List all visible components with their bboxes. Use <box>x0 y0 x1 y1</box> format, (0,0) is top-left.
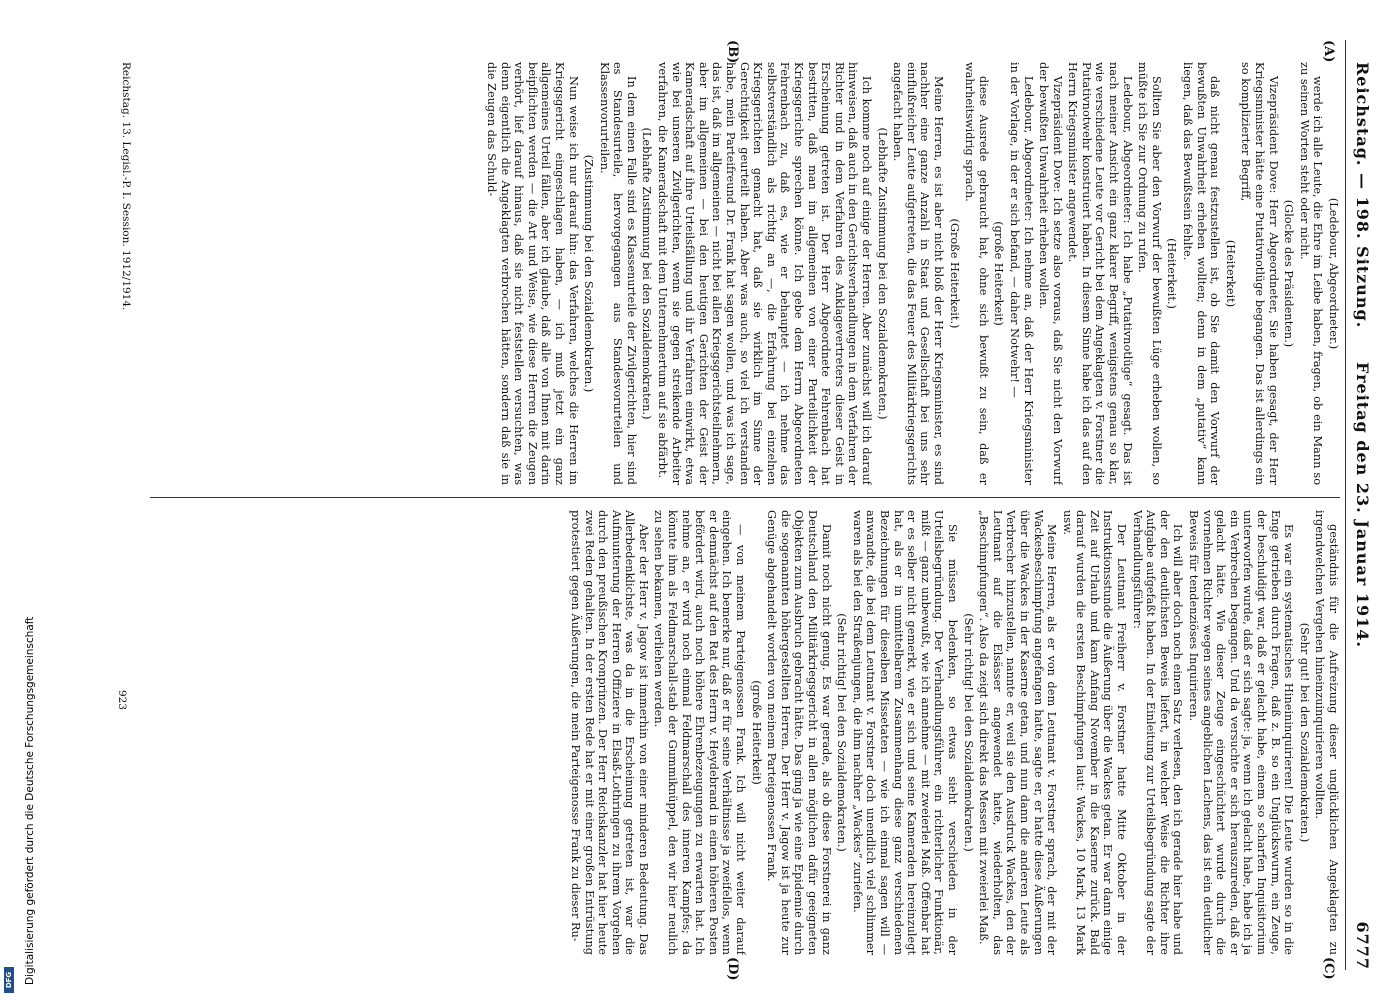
page-header <box>1345 40 1380 970</box>
paragraph: (Sehr richtig! bei den Sozialdemokraten.) <box>961 613 975 852</box>
header-left: Reichstag. — 198. Sitzung. <box>1353 62 1373 329</box>
paragraph: (Sehr richtig! bei den Sozialdemokraten.) <box>835 613 849 852</box>
dfg-logo-text: DFG <box>5 971 13 989</box>
page-footer <box>120 40 132 485</box>
paragraph: (große Heiterkeit) <box>992 221 1006 326</box>
column-divider <box>150 497 1340 498</box>
paragraph: Der Leutnant Freiherr v. Forstner hatte Mitte Oktober in der Instruktionsstunde die Äußerung über die Wackes getan. Er war dann einige Zeit auf Urlaub und kam Anfang November in die Kaserne zurück. Bald darauf wurden die ersten Beschimpfungen laut: Wackes, 10 Mark, 13 Mark usw. <box>1060 510 1129 955</box>
paragraph: Vizepräsident Dove: Herr Abgeordneter, Sie haben gesagt, der Herr Kriegsminister hätte eine Putativnotlüge begangen. Das ist allerdings ein so komplizierter Begriff, <box>1239 62 1280 485</box>
paragraph: Ledebour, Abgeordneter: Ich nehme an, daß der Herr Kriegsminister in der Vorlage, in der er sich befand, — daher Notwehr! — <box>1007 62 1035 485</box>
left-column <box>120 40 1340 485</box>
paragraph: Ich will aber doch noch einen Satz verlesen, den ich gerade hier habe und der den deutlichsten Beweis liefert, in welcher Weise die Richter ihre Aufgabe aufgefaßt haben. In der Einleitung zur Urteilsbegründung sagte der Verhandlungsführer: <box>1130 510 1185 955</box>
paragraph: Sollten Sie aber den Vorwurf der bewußten Lüge erheben wollen, so müßte ich Sie zur Ordnung zu rufen. <box>1136 62 1163 485</box>
marker-d: (D) <box>725 957 740 981</box>
paragraph: (Lebhafte Zustimmung bei den Sozialdemokraten.) <box>640 127 654 420</box>
paragraph: Sie müssen bedenken, so etwas sieht verschieden in der Urteilsbegründung. Der Verhandlungsführer, ein richterlicher Funktionär, mißt — ganz unbewußt, wie ich annehme — mit zweierlei Maß. Offenbar hat er es selber nicht gemerkt, wie er sich und seine Kameraden hereinzulegt hat, als er in unmittelbarem Zusammenhang diese ganz verschiedenen Bezeichnungen für dieselben Missetaten — wie ich einmal sagen will — anwandte, die bei dem Leutnant v. Forstner doch unendlich viel schlimmer waren als bei den Straßenjungen, die ihm nachher „Wackes“ zuriefen. <box>850 510 959 955</box>
paragraph: (Ledebour, Abgeordneter.) <box>1327 197 1340 350</box>
paragraph: — von meinem Parteigenossen Frank. Ich will nicht weiter darauf eingehen. Ich bemerke nur, daß er für seine Verhältnisse ja zweifellos, wenn er demnächst auf den Rat des Herrn v. Heydebrand in einen höheren Posten befördert wird, auch noch höhere Ehrenbezeugungen zu erwarten hat. Ich nehme an, er wird noch einmal Feldmarschall des inneren Kampfes; da könnte ihm als Feldmarschall-stab der Gummiknüppel, den wir hier neulich zu sehen bekamen, verliehen werden. <box>652 510 748 955</box>
footer-page-number: 923 <box>116 690 128 711</box>
paragraph: werde ich alle Leute, die Ehre im Leibe haben, fragen, ob ein Mann so zu seinen Worten steht oder nicht. <box>1297 62 1325 485</box>
marker-b: (B) <box>725 40 740 64</box>
header-page-number: 6777 <box>1353 921 1373 970</box>
paragraph: Vizepräsident Dove: Ich setze also voraus, daß Sie nicht den Vorwurf der bewußten Unwahrheit erheben wollen. <box>1037 62 1064 485</box>
paragraph: geständnis für die Aufreizung dieser unglücklichen Angeklagten zu irgendwelchen Vergehen hineinzuinquirieren wollten. <box>1313 510 1340 955</box>
paragraph: (Heiterkeit) <box>1223 239 1237 308</box>
header-date: Freitag den 23. Januar 1914. <box>1353 362 1373 648</box>
paragraph: (Sehr gut! bei den Sozialdemokraten.) <box>1297 622 1311 843</box>
paragraph: Es war ein systematisches Hineininquirieren! Die Leute wurden so in die Enge getrieben durch Fragen, daß z. B. so ein Unglückswurm, ein Zeuge, der beschuldigt war, daß er gelacht habe, einem so scharfen Inquisitorium unterworfen wurde, daß er sich sagte: ja, wenn ich gelacht habe, habe ich ja ein Verbrechen begangen. Und da versuchte er sich herauszureden, daß er gelacht hätte. Wie dieser Zeuge eingeschüchtert wurde durch die vornehmen Richter wegen seines angeblichen Lachens, das ist ein deutlicher Beweis für tendenziöses Inquirieren. <box>1187 510 1296 955</box>
funding-note: Digitalisierung gefördert durch die Deutsche Forschungsgemeinschaft <box>24 616 36 985</box>
sidebar <box>0 0 40 1000</box>
paragraph: diese Ausrede gebraucht hat, ohne sich bewußt zu sein, daß er wahrheitswidrig sprach. <box>963 62 990 485</box>
right-column <box>120 510 1340 955</box>
paragraph: Ich komme noch auf einige der Herren. Aber zunächst will ich darauf hinweisen, daß auch in den Gerichtsverhandlungen in dem Verfahren der Richter und in dem Verfahren des Anklagevertreters dieser Geist in Erscheinung getreten ist. Der Herr Abgeordnete Fehrenbach hat bestritten, daß man im allgemeinen von einer Parteilichkeit der Kriegsgerichte sprechen könne. Ich gebe dem Herrn Abgeordneten Fehrenbach zu, daß es, wie er behauptet — ich nehme das selbstverständlich als richtig an —, die Erfahrung bei einzelnen Kriegsgerichten gemacht hat, daß sie wirklich im Sinne der Gerechtigkeit geurteilt haben. Aber was auch, so viel ich verstanden habe, mein Parteifreund Dr. Frank hat sagen wollen, und was ich sage, das ist, daß im allgemeinen — nicht bei allen Kriegsgerichtsteilnehmern, aber im allgemeinen — bei den heutigen Gerichten der Geist der Kameradschaft auf ihre Urteilsfällung und ihr Verfahren einwirkt, etwa wie bei unseren Zivilgerichten, wenn sie gegen streikende Arbeiter verfahren, die Kameradschaft mit dem Unternehmertum auf sie abfärbt. <box>656 62 873 485</box>
paragraph: Ledebour, Abgeordneter: Ich habe „Putativnotlüge“ gesagt. Das ist nach meiner Ansicht ein ganz klarer Begriff, wenigstens genau so klar, wie verschiedene Leute vor Gericht bei dem Angeklagten v. Forstner die Putativnotwehr konstruiert haben. In diesem Sinne habe ich das auf den Herrn Kriegsminister angewendet. <box>1066 62 1134 485</box>
paragraph: (Zustimmung bei den Sozialdemokraten.) <box>582 154 596 393</box>
paragraph: In dem einen Falle sind es Klassenurteile der Zivilgerichten, hier sind es Standesurteile, hervorgegangen aus Standesvorurteilen und Klassenvorurteilen. <box>597 62 638 485</box>
paragraph: Aber der Herr v. Jagow ist immerhin von einer minderen Bedeutung. Das Allerbedenklichste, was da in die Erscheinung getreten ist, war die Aufmunterung der Herren Offiziere in Elsaß-Lothringen zu ihrem Vorgehen durch den preußischen Kronprinzen. Der Herr Reichskanzler hat hier heute zwei Reden gehalten. In der ersten Rede hat er mit einer großen Entrüstung protestiert gegen Äußerungen, die mein Parteigenosse Frank zu dieser Ru- <box>568 510 650 955</box>
paragraph: daß nicht genau festzustellen ist, ob Sie damit den Vorwurf der bewußten Unwahrheit erheben wollten; denn in dem „putativ“ kann liegen, daß das Bewußtsein fehlte. <box>1181 62 1222 485</box>
marker-a: (A) <box>1321 40 1336 63</box>
paragraph: Damit noch nicht genug. Es war gerade, als ob diese Forstnerei in ganz Deutschland den Militärkriegsgericht in allen möglichen dafür geeigneten Objekten zum Ausbruch gebracht hätte. Das ging ja wie eine Epidemie durch die sogenannten höhergestellten Herren. Der Herr v. Jagow ist ja heute zur Genüge abgehandelt worden von meinem Parteigenossen Frank. <box>765 510 833 955</box>
paragraph: (Lebhafte Zustimmung bei den Sozialdemokraten.) <box>875 127 889 420</box>
paragraph: (Große Heiterkeit.) <box>947 218 961 329</box>
paragraph: Nun weise ich nur darauf hin: das Verfahren, welches die Herren im Kriegsgericht eingeschlagen haben, — ich muß jetzt ein ganz allgemeines Urteil fällen, aber ich glaube, daß alle von Ihnen mit darin beipflichten werden — die Art und Weise, wie diese Herren die Zeugen verhört, lief darauf hinaus, daß sie nicht feststellen versuchten, was denn eigentlich die Angeklagten verbrochen hätten, sondern daß sie in die Zeugen das Schuld- <box>484 62 580 485</box>
scanned-page <box>40 0 1383 1000</box>
paragraph: (große Heiterkeit) <box>749 680 763 785</box>
footer-session: Reichstag. 13. Legisl.-P. I. Session. 1912/1914. <box>120 62 132 311</box>
paragraph: (Glocke des Präsidenten.) <box>1282 199 1296 348</box>
rotated-page-content <box>80 40 1380 981</box>
dfg-logo <box>4 967 14 993</box>
paragraph: Meine Herren, es ist aber nicht bloß der Herr Kriegsminister, es sind nachher eine ganze Anzahl in Staat und Gesellschaft bei uns sehr einflußreicher Leute aufgetreten, die das Feuer des Militärkriegsgerichts angefacht haben. <box>891 62 945 485</box>
marker-c: (C) <box>1321 957 1336 980</box>
paragraph: Meine Herren, als er von dem Leutnant v. Forstner sprach, der mit der Wackesbeschimpfung angefangen hatte, sagte er, er hatte diese Äußerungen über die Wackes in der Kaserne getan, und nun dann die anderen Leute als Verbrecher hinzustellen, nannte er, weil sie den Ausdruck Wackes, den der Leutnant auf die Elsässer angewendet hatte, wiederholten, das „Beschimpfungen“. Also da zeigt sich direkt das Messen mit zweierlei Maß. <box>977 510 1059 955</box>
paragraph: (Heiterkeit.) <box>1165 238 1179 309</box>
